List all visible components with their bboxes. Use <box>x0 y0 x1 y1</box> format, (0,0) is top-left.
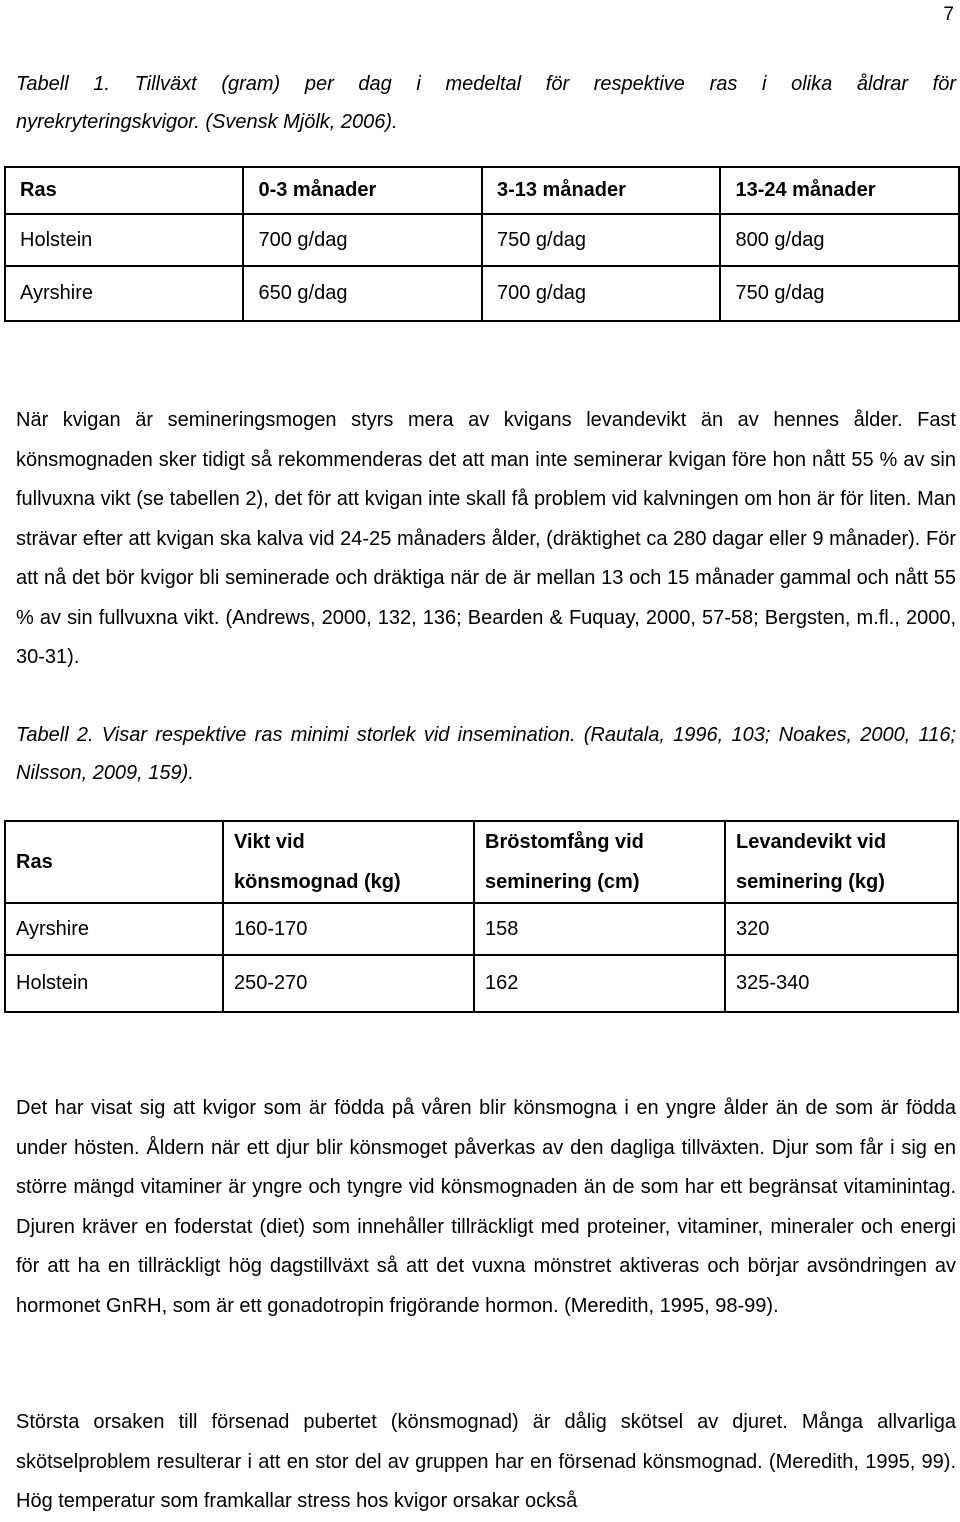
table-header-cell <box>725 821 958 903</box>
table-header-cell: 13-24 månader <box>720 167 959 214</box>
table-header-cell <box>223 821 474 903</box>
header-text-line2: könsmognad (kg) <box>234 871 401 893</box>
table-cell: 700 g/dag <box>482 266 721 321</box>
table-cell: Holstein <box>5 955 223 1012</box>
table-row <box>5 955 958 1012</box>
table-cell: 158 <box>474 903 725 955</box>
table-cell: 800 g/dag <box>720 214 959 266</box>
paragraph-3: Största orsaken till försenad pubertet (könsmognad) är dålig skötsel av djuret. Många allvarliga skötselproblem resulterar i att en stor del av gruppen har en försenad könsmognad. (Meredith, 1995, 99). Hög temperatur som framkallar stress hos kvigor orsakar också <box>16 1411 956 1512</box>
table-cell: Ayrshire <box>5 903 223 955</box>
table-header-cell: 3-13 månader <box>482 167 721 214</box>
table1-caption-line1: Tabell 1. Tillväxt (gram) per dag i medeltal för respektive ras i olika åldrar för <box>16 73 956 95</box>
table-cell: 320 <box>725 903 958 955</box>
table-cell: Ayrshire <box>5 266 243 321</box>
table-cell: 650 g/dag <box>243 266 482 321</box>
table-cell: 325-340 <box>725 955 958 1012</box>
growth-table <box>4 166 960 322</box>
table-header-cell <box>474 821 725 903</box>
table2-caption: Tabell 2. Visar respektive ras minimi storlek vid insemination. (Rautala, 1996, 103; Noakes, 2000, 116; Nilsson, 2009, 159). <box>16 724 956 784</box>
header-text: Ras <box>16 851 53 873</box>
table-header-row <box>5 821 958 903</box>
table-cell: 162 <box>474 955 725 1012</box>
table-cell: 250-270 <box>223 955 474 1012</box>
table-cell: Holstein <box>5 214 243 266</box>
page-number: 7 <box>943 4 954 25</box>
header-text-line1: Levandevikt vid <box>736 831 887 853</box>
table-cell: 160-170 <box>223 903 474 955</box>
table-row <box>5 214 959 266</box>
header-text-line1: Vikt vid <box>234 831 305 853</box>
paragraph-1: När kvigan är semineringsmogen styrs mera av kvigans levandevikt än av hennes ålder. Fast könsmognaden sker tidigt så rekommenderas det att man inte seminerar kvigan före hon nått 55 % av sin fullvuxna vikt (se tabellen 2), det för att kvigan inte skall få problem vid kalvningen om hon är för liten. Man strävar efter att kvigan ska kalva vid 24-25 månaders ålder, (dräktighet ca 280 dagar eller 9 månader). För att nå det bör kvigor bli seminerade och dräktiga när de är mellan 13 och 15 månader gammal och nått 55 % av sin fullvuxna vikt. (Andrews, 2000, 132, 136; Bearden & Fuquay, 2000, 57-58; Bergsten, m.fl., 2000, 30-31). <box>16 409 956 668</box>
table-header-cell <box>5 821 223 903</box>
table1-caption <box>16 65 956 141</box>
table-cell: 700 g/dag <box>243 214 482 266</box>
table-cell: 750 g/dag <box>720 266 959 321</box>
table-header-cell: Ras <box>5 167 243 214</box>
header-text-line2: seminering (kg) <box>736 871 885 893</box>
minimum-size-table <box>4 820 959 1013</box>
paragraph-2: Det har visat sig att kvigor som är födda på våren blir könsmogna i en yngre ålder än de som är födda under hösten. Åldern när ett djur blir könsmoget påverkas av den dagliga tillväxten. Djur som får i sig en större mängd vitaminer är yngre och tyngre vid könsmognaden än de som har ett begränsat vitaminintag. Djuren kräver en foderstat (diet) som innehåller tillräckligt med proteiner, vitaminer, mineraler och energi för att ha en tillräckligt hög dagstillväxt så att det vuxna mönstret aktiveras och börjar avsöndringen av hormonet GnRH, som är ett gonadotropin frigörande hormon. (Meredith, 1995, 98-99). <box>16 1097 956 1317</box>
table-row <box>5 903 958 955</box>
table-cell: 750 g/dag <box>482 214 721 266</box>
table-row <box>5 266 959 321</box>
table-header-cell: 0-3 månader <box>243 167 482 214</box>
header-text-line2: seminering (cm) <box>485 871 640 893</box>
header-text-line1: Bröstomfång vid <box>485 831 644 853</box>
table-header-row <box>5 167 959 214</box>
table1-caption-line2: nyrekryteringskvigor. (Svensk Mjölk, 2006). <box>16 111 398 133</box>
